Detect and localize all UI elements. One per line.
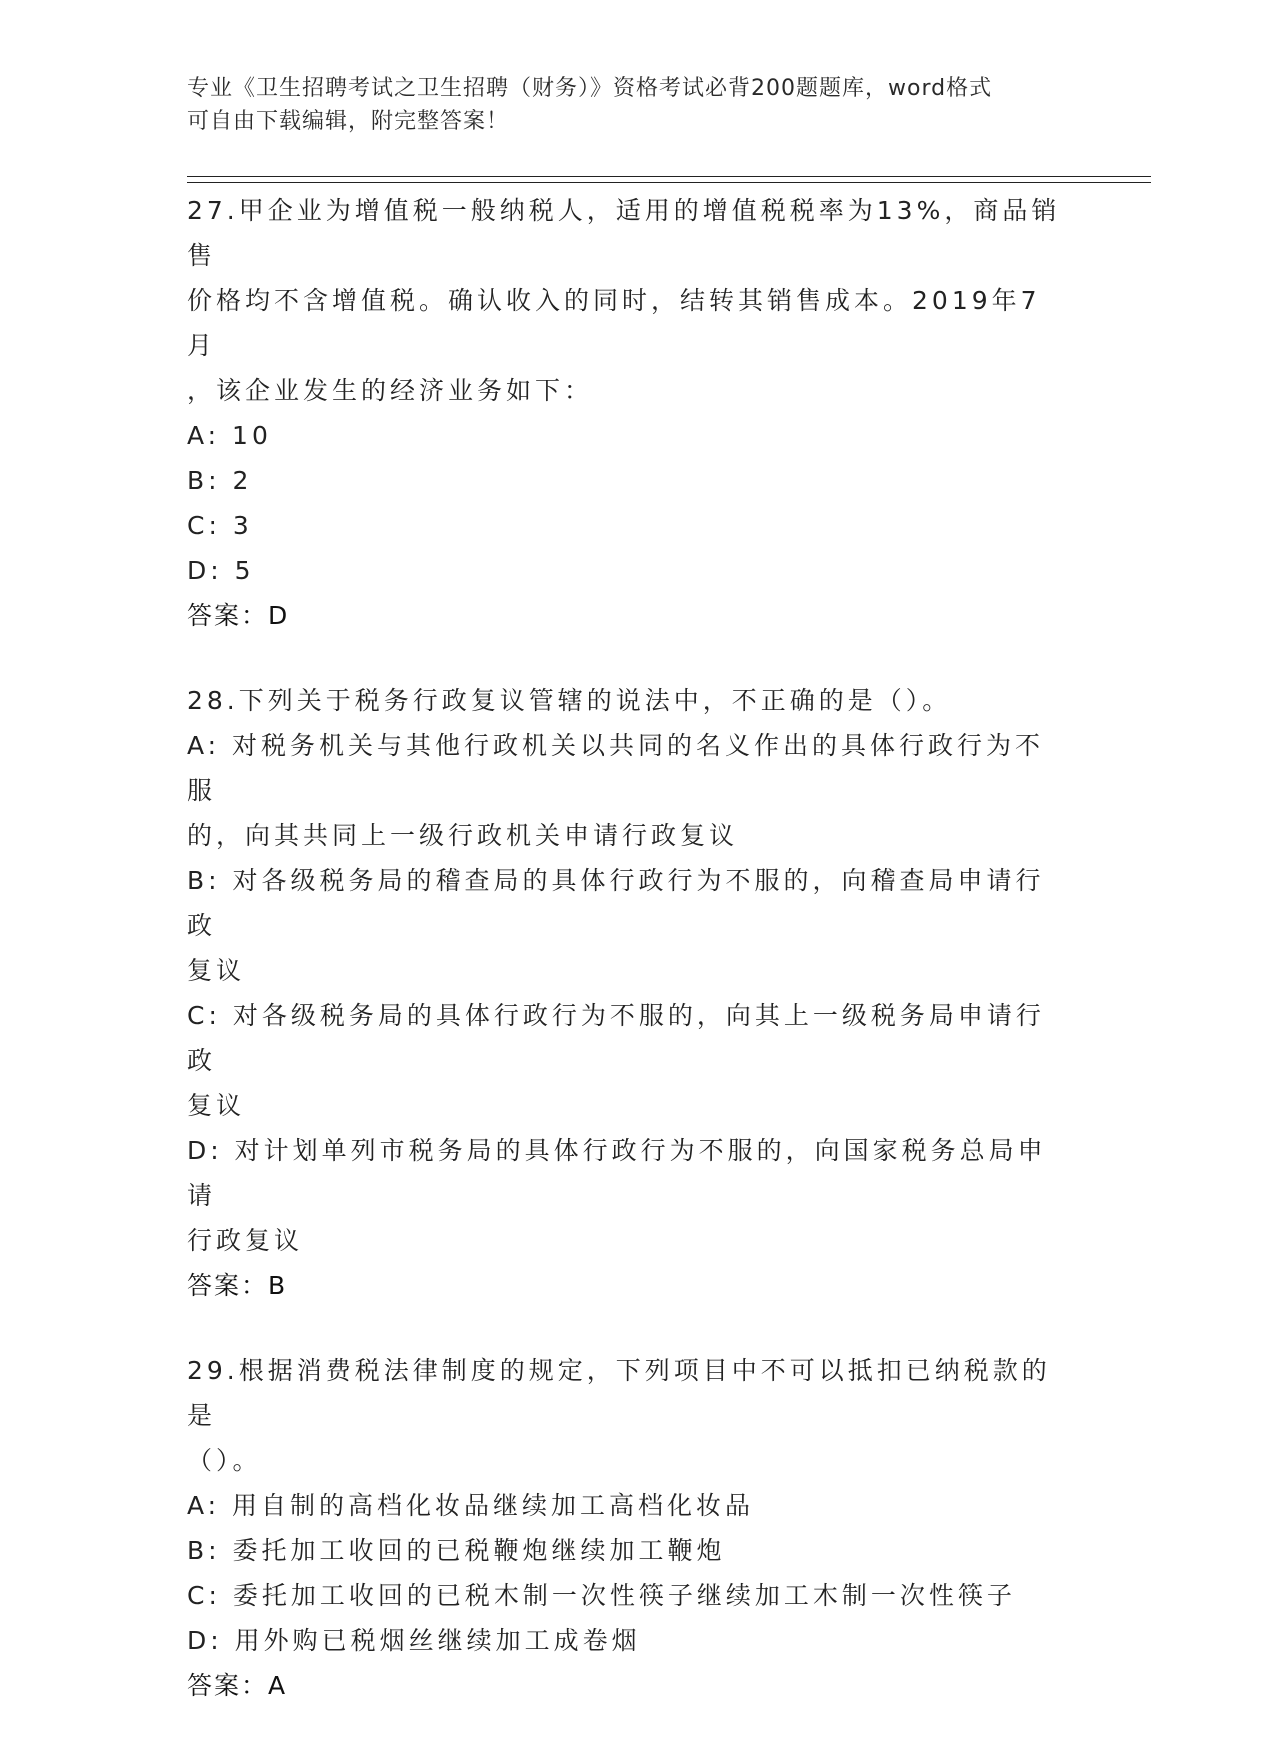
header-line-2: 可自由下载编辑，附完整答案！	[187, 109, 510, 134]
question-stem-line: 27.甲企业为增值税一般纳税人，适用的增值税税率为13%，商品销售	[187, 196, 1061, 270]
question-stem-line: （）。	[187, 1446, 262, 1475]
question-stem-line: 29.根据消费税法律制度的规定，下列项目中不可以抵扣已纳税款的是	[187, 1356, 1051, 1430]
question-29	[187, 1348, 1067, 1708]
option-c: C: 对各级税务局的具体行政行为不服的，向其上一级税务局申请行政	[187, 1001, 1045, 1075]
option-c: C: 3	[187, 511, 253, 540]
header-line-1: 专业《卫生招聘考试之卫生招聘（财务）》资格考试必背200题题库，word格式	[187, 76, 993, 101]
answer-line: 答案：D	[187, 601, 290, 630]
option-b-continued: 复议	[187, 956, 246, 985]
option-a-continued: 的，向其共同上一级行政机关申请行政复议	[187, 821, 739, 850]
option-d: D: 用外购已税烟丝继续加工成卷烟	[187, 1626, 641, 1655]
option-d: D: 5	[187, 556, 255, 585]
option-b: B: 委托加工收回的已税鞭炮继续加工鞭炮	[187, 1536, 726, 1565]
option-c-continued: 复议	[187, 1091, 246, 1120]
question-stem-line: 价格均不含增值税。确认收入的同时，结转其销售成本。2019年7月	[187, 286, 1041, 360]
answer-line: 答案：B	[187, 1271, 288, 1300]
option-b: B: 2	[187, 466, 253, 495]
question-stem-line: 28.下列关于税务行政复议管辖的说法中，不正确的是（）。	[187, 686, 952, 715]
question-28	[187, 678, 1067, 1308]
header-double-rule	[187, 176, 1151, 183]
option-b: B: 对各级税务局的稽查局的具体行政行为不服的，向稽查局申请行政	[187, 866, 1045, 940]
question-27	[187, 188, 1067, 638]
option-a: A: 用自制的高档化妆品继续加工高档化妆品	[187, 1491, 755, 1520]
option-a: A: 10	[187, 421, 272, 450]
question-list	[187, 188, 1067, 1748]
option-c: C: 委托加工收回的已税木制一次性筷子继续加工木制一次性筷子	[187, 1581, 1016, 1610]
question-stem-line: ，该企业发生的经济业务如下：	[187, 376, 594, 405]
option-d: D: 对计划单列市税务局的具体行政行为不服的，向国家税务总局申请	[187, 1136, 1047, 1210]
answer-line: 答案：A	[187, 1671, 288, 1700]
document-header	[187, 72, 1087, 138]
option-a: A: 对税务机关与其他行政机关以共同的名义作出的具体行政行为不服	[187, 731, 1045, 805]
option-d-continued: 行政复议	[187, 1226, 304, 1255]
